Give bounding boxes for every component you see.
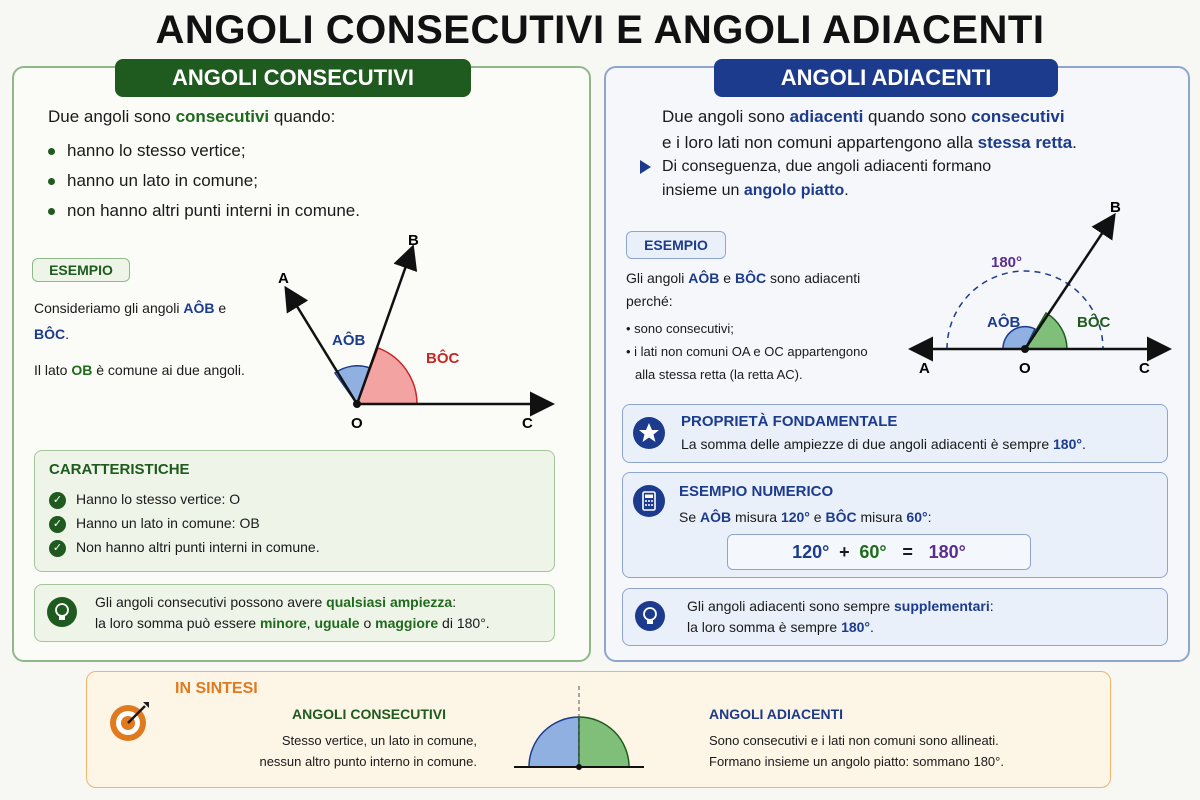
angle-aob-label: AÔB — [332, 332, 366, 349]
angle-aob-label: AÔB — [987, 314, 1021, 331]
point-a-label: A — [919, 360, 930, 377]
lightbulb-icon — [47, 597, 77, 627]
summary-diagram — [512, 682, 647, 782]
summary-title: IN SINTESI — [175, 680, 258, 697]
consecutive-definition — [48, 104, 335, 130]
characteristics-box — [34, 450, 555, 572]
numeric-example-title: ESEMPIO NUMERICO — [679, 483, 834, 500]
point-a-label: A — [278, 270, 289, 287]
point-b-label: B — [408, 232, 419, 249]
list-item: • sono consecutivi; — [626, 321, 734, 336]
left-example-text: Consideriamo gli angoli AÔB e BÔC. Il lato OB è comune ai due angoli. — [34, 300, 245, 378]
left-tip-text: Gli angoli consecutivi possono avere qualsiasi ampiezza: la loro somma può essere minore, uguale o maggiore di 180°. — [95, 594, 490, 631]
equation: 120° + 60° = 180° — [792, 542, 966, 562]
definition-text: Due angoli sono — [48, 107, 176, 126]
equation-box — [727, 534, 1031, 570]
right-example-text: Gli angoli AÔB e BÔC sono adiacenti perché: • sono consecutivi; • i lati non comuni OA e OC appartengono alla stessa retta (la retta AC). — [626, 267, 916, 386]
consecutive-bullet-list — [48, 137, 360, 227]
adjacent-definition: Due angoli sono adiacenti quando sono consecutivi e i loro lati non comuni appartengono alla stessa retta. — [662, 107, 1077, 152]
list-item: ✓ Hanno lo stesso vertice: O — [49, 487, 320, 511]
target-icon — [107, 700, 149, 742]
lightbulb-icon — [635, 601, 665, 631]
arrow-right-icon — [640, 160, 651, 174]
check-icon: ✓ — [49, 516, 66, 533]
bullet-icon — [48, 208, 55, 215]
summary-box — [86, 671, 1111, 788]
list-item: • i lati non comuni OA e OC appartengono — [626, 344, 868, 359]
consecutive-angles-banner: ANGOLI CONSECUTIVI — [115, 59, 471, 97]
point-b-label: B — [1110, 199, 1121, 216]
consecutive-angles-diagram — [260, 225, 570, 440]
property-box — [622, 404, 1168, 463]
list-item: hanno lo stesso vertice; — [48, 137, 360, 165]
summary-adjacent-text: Sono consecutivi e i lati non comuni sono allineati. Formano insieme un angolo piatto: sommano 180°. — [709, 733, 1004, 769]
angle-boc-label: BÔC — [1077, 314, 1111, 331]
check-icon: ✓ — [49, 540, 66, 557]
list-item: non hanno altri punti interni in comune. — [48, 197, 360, 225]
numeric-example-text: Se AÔB misura 120° e BÔC misura 60°: — [679, 509, 932, 525]
adjacent-consequence: Di conseguenza, due angoli adiacenti formano insieme un angolo piatto. — [662, 158, 992, 199]
point-o-label: O — [1019, 360, 1031, 377]
characteristics-list — [49, 487, 320, 559]
calculator-icon — [633, 485, 665, 517]
adjacent-angles-diagram — [905, 195, 1185, 380]
definition-keyword: consecutivi — [175, 107, 270, 126]
adjacent-angles-banner: ANGOLI ADIACENTI — [714, 59, 1058, 97]
star-icon — [633, 417, 665, 449]
point-c-label: C — [522, 415, 533, 432]
right-example-tag: ESEMPIO — [626, 231, 726, 259]
list-item: ✓ Non hanno altri punti interni in comune. — [49, 535, 320, 559]
right-tip-box — [622, 588, 1168, 646]
bullet-icon — [48, 148, 55, 155]
summary-adjacent-title: ANGOLI ADIACENTI — [709, 706, 844, 722]
characteristics-title: CARATTERISTICHE — [49, 461, 190, 478]
point-o-label: O — [351, 415, 363, 432]
page-title: ANGOLI CONSECUTIVI E ANGOLI ADIACENTI — [155, 8, 1045, 52]
list-item: ✓ Hanno un lato in comune: OB — [49, 511, 320, 535]
check-icon: ✓ — [49, 492, 66, 509]
summary-consecutive-title: ANGOLI CONSECUTIVI — [292, 706, 447, 722]
degree-label: 180° — [991, 254, 1023, 271]
left-tip-box — [34, 584, 555, 642]
list-item: hanno un lato in comune; — [48, 167, 360, 195]
bullet-icon — [48, 178, 55, 185]
property-text: La somma delle ampiezze di due angoli adiacenti è sempre 180°. — [681, 436, 1086, 452]
angle-boc-label: BÔC — [426, 350, 460, 367]
summary-consecutive-text: Stesso vertice, un lato in comune, nessun altro punto interno in comune. — [259, 733, 477, 769]
left-example-tag: ESEMPIO — [32, 258, 130, 282]
property-title: PROPRIETÀ FONDAMENTALE — [681, 413, 898, 430]
definition-text-end: quando: — [269, 107, 336, 126]
point-c-label: C — [1139, 360, 1150, 377]
right-tip-text: Gli angoli adiacenti sono sempre supplementari: la loro somma è sempre 180°. — [687, 598, 994, 635]
